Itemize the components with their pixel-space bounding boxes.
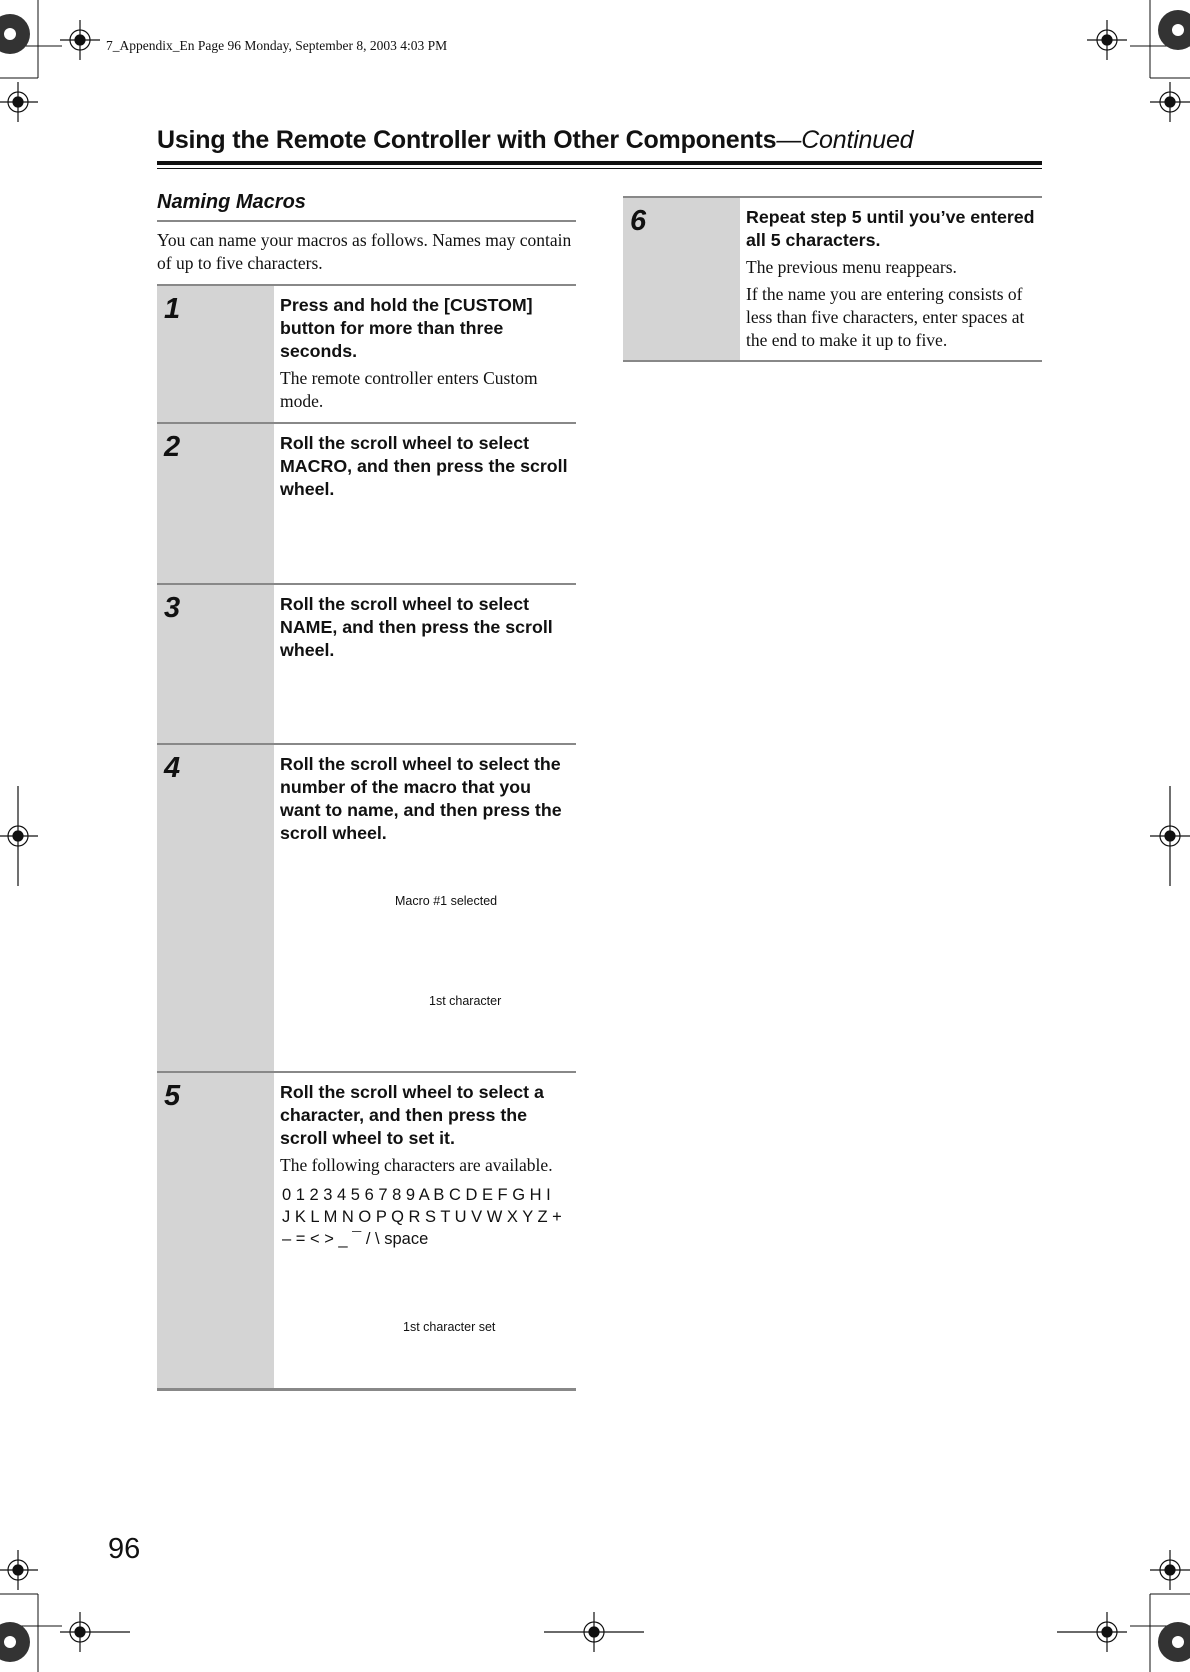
step-2	[157, 424, 576, 585]
print-slug: 7_Appendix_En Page 96 Monday, September 8, 2003 4:03 PM	[106, 38, 448, 53]
display-caption: 1st character	[429, 994, 502, 1008]
step-body	[274, 424, 576, 583]
step-5	[157, 1073, 576, 1388]
step-number: 3	[157, 585, 274, 743]
page-number: 96	[108, 1533, 141, 1565]
step-title: Press and hold the [CUSTOM] button for more than three seconds.	[280, 295, 533, 361]
step-body	[274, 585, 576, 743]
steps-table-left	[157, 284, 576, 1391]
available-characters: 0 1 2 3 4 5 6 7 8 9 A B C D E F G H I J K L M N O P Q R S T U V W X Y Z + – = < > _ ¯ / \ space	[282, 1186, 562, 1248]
sunburst-top-right	[1158, 10, 1190, 50]
title-rule-thin	[157, 168, 1042, 169]
step-number: 1	[157, 286, 274, 422]
intro-text: You can name your macros as follows. Names may contain of up to five characters.	[157, 230, 572, 273]
section-heading: Naming Macros	[157, 191, 306, 213]
steps-table-right	[623, 196, 1042, 362]
step-title: Roll the scroll wheel to select MACRO, and then press the scroll wheel.	[280, 433, 568, 499]
step-title: Repeat step 5 until you’ve entered all 5 characters.	[746, 207, 1035, 250]
step-number: 6	[623, 198, 740, 360]
display-caption: 1st character set	[403, 1320, 496, 1334]
page-title-continued: —Continued	[776, 126, 914, 154]
step-desc: The following characters are available.	[280, 1155, 553, 1175]
step-body	[740, 198, 1042, 360]
step-number: 4	[157, 745, 274, 1071]
sunburst-bottom-right	[1158, 1622, 1190, 1662]
step-desc-2: If the name you are entering consists of less than five characters, enter spaces at the end to make it up to five.	[746, 284, 1025, 350]
title-rule	[157, 161, 1042, 165]
step-4	[157, 745, 576, 1073]
step-6	[623, 198, 1042, 360]
step-body	[274, 286, 576, 422]
step-number: 2	[157, 424, 274, 583]
sunburst-bottom-left	[0, 1622, 30, 1662]
page-title-main: Using the Remote Controller with Other Components	[157, 126, 777, 154]
step-desc: The previous menu reappears.	[746, 257, 957, 277]
display-caption: Macro #1 selected	[395, 894, 498, 908]
step-title: Roll the scroll wheel to select the number of the macro that you want to name, and then press the scroll wheel.	[280, 754, 562, 843]
sunburst-top-left	[0, 14, 30, 54]
section-rule	[157, 220, 576, 222]
step-3	[157, 585, 576, 745]
step-1	[157, 286, 576, 424]
page-title	[157, 126, 913, 155]
step-number: 5	[157, 1073, 274, 1388]
step-desc: The remote controller enters Custom mode.	[280, 368, 538, 411]
step-title: Roll the scroll wheel to select a character, and then press the scroll wheel to set it.	[280, 1082, 544, 1148]
step-title: Roll the scroll wheel to select NAME, and then press the scroll wheel.	[280, 594, 553, 660]
step-body	[274, 1073, 576, 1388]
step-body	[274, 745, 576, 1071]
